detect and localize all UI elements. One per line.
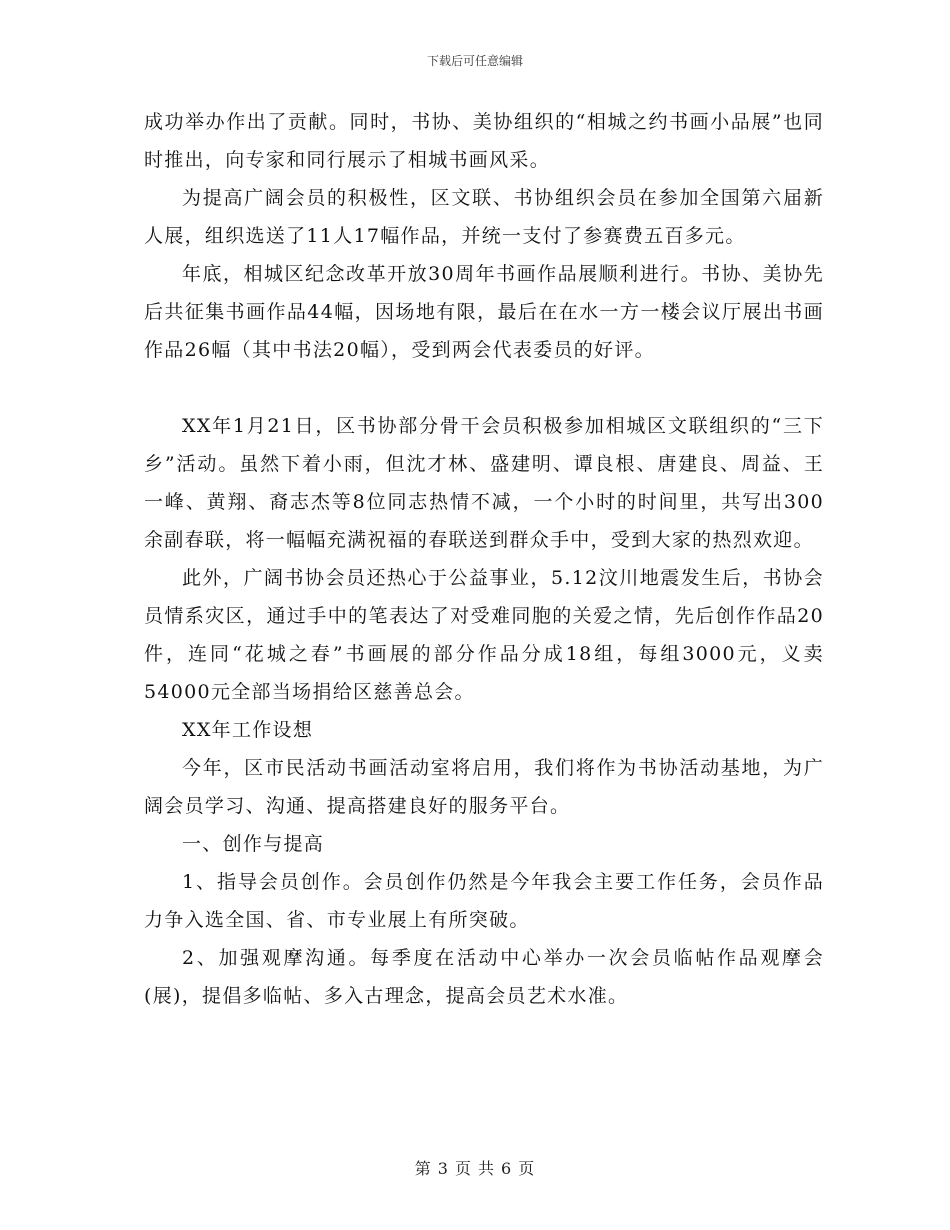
paragraph-new-member-exhibition: 为提高广阔会员的积极性，区文联、书协组织会员在参加全国第六届新人展，组织选送了11人17幅作品，并统一支付了参赛费五百多元。: [144, 187, 824, 247]
list-item-observation: 2、加强观摩沟通。每季度在活动中心举办一次会员临帖作品观摩会(展)，提倡多临帖、多入古理念，提高会员艺术水准。: [144, 947, 824, 1007]
paragraph-continuation: 成功举办作出了贡献。同时，书协、美协组织的“相城之约书画小品展”也同时推出，向专家和同行展示了相城书画风采。: [144, 111, 824, 171]
page-header: 下载后可任意编辑: [426, 54, 523, 68]
footer-total-word: 共: [478, 1159, 496, 1178]
paragraph-gap: [144, 369, 824, 407]
paragraph-charity: 此外，广阔书协会员还热心于公益事业，5.12汶川地震发生后，书协会员情系灾区，通过手中的笔表达了对受难同胞的关爱之情，先后创作作品20件，连同“花城之春”书画展的部分作品分成18组，每组3000元，义卖54000元全部当场捐给区慈善总会。: [144, 567, 824, 703]
page-footer: [0, 1156, 950, 1179]
footer-total-pages: 6: [501, 1159, 513, 1178]
section-heading-work-plan: XX年工作设想: [182, 719, 314, 741]
paragraph-activity-room: 今年，区市民活动书画活动室将启用，我们将作为书协活动基地，为广阔会员学习、沟通、提高搭建良好的服务平台。: [144, 757, 824, 817]
list-item-guide-creation: 1、指导会员创作。会员创作仍然是今年我会主要工作任务，会员作品力争入选全国、省、市专业展上有所突破。: [144, 871, 824, 931]
footer-prefix: 第: [414, 1159, 432, 1178]
document-body: [144, 103, 824, 1015]
footer-suffix: 页: [518, 1159, 536, 1178]
paragraph-three-to-countryside: XX年1月21日，区书协部分骨干会员积极参加相城区文联组织的“三下乡”活动。虽然下着小雨，但沈才林、盛建明、谭良根、唐建良、周益、王一峰、黄翔、裔志杰等8位同志热情不减，一个小时的时间里，共写出300余副春联，将一幅幅充满祝福的春联送到群众手中，受到大家的热烈欢迎。: [144, 415, 824, 551]
paragraph-reform-anniversary-exhibition: 年底，相城区纪念改革开放30周年书画作品展顺利进行。书协、美协先后共征集书画作品44幅，因场地有限，最后在在水一方一楼会议厅展出书画作品26幅（其中书法20幅），受到两会代表委员的好评。: [144, 263, 824, 361]
footer-page-number: 3: [437, 1159, 449, 1178]
subheading-creation: 一、创作与提高: [182, 833, 325, 855]
footer-page-word: 页: [454, 1159, 472, 1178]
